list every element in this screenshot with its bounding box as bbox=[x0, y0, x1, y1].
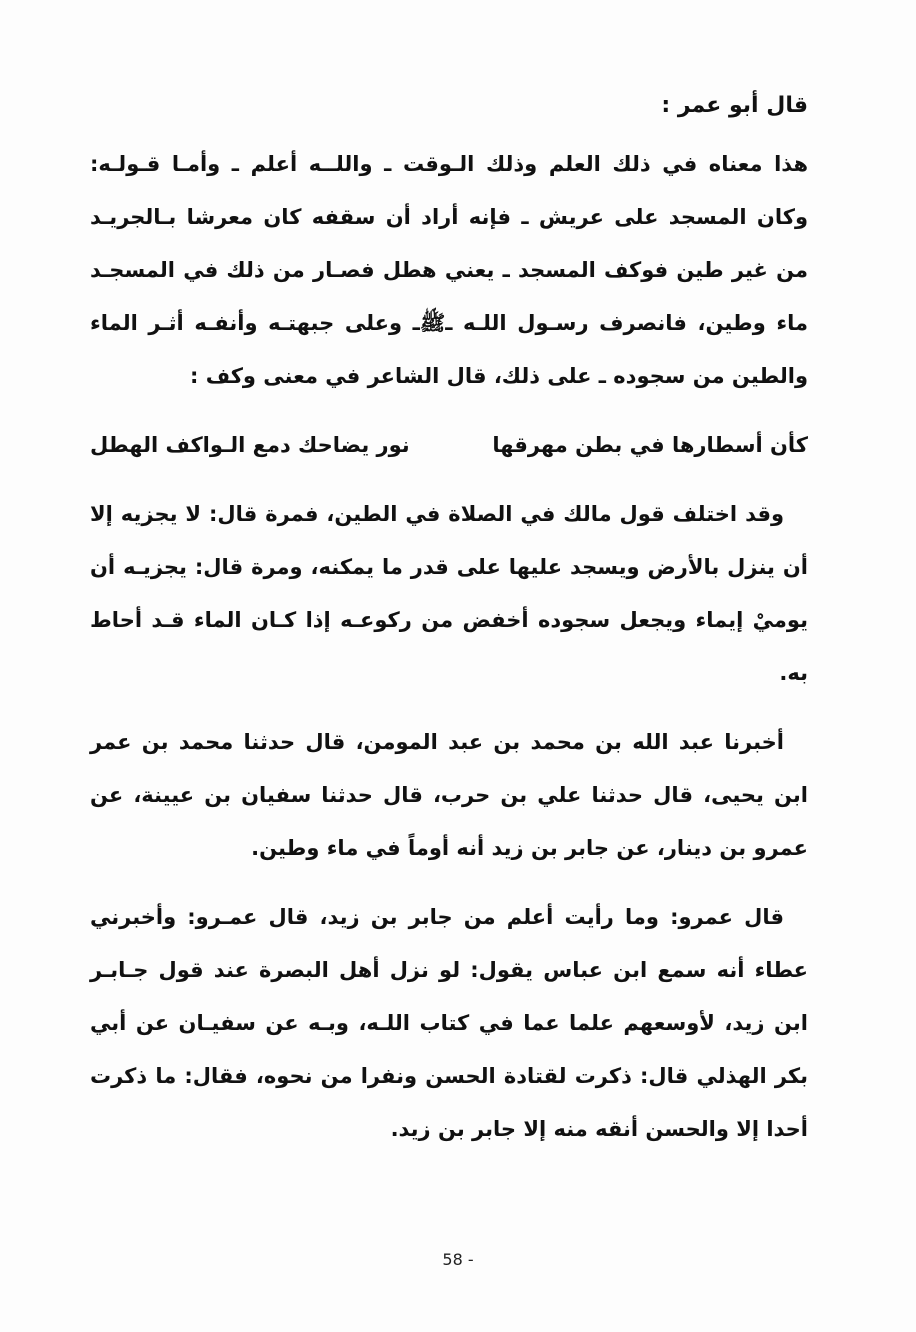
verse-second-hemistich: نور يضاحك دمع الـواكف الهطل bbox=[90, 433, 410, 457]
section-heading: قال أبو عمر : bbox=[661, 93, 808, 118]
paragraph-1: هذا معناه في ذلك العلم وذلك الـوقت ـ واللــه أعلم ـ وأمـا قـولـه: وكان المسجد على عريش ـ فإنه أراد أن سقفه كان معرشا بـالجريـد من غير طين فوكف المسجد ـ يعني هطل فصـار من ذلك في المسجـد ماء وطين، فانصرف رسـول اللـه ـﷺـ وعلى جبهتـه وأنفـه أثـر الماء والطين من سجوده ـ على ذلك، قال الشاعر في معنى وكف : bbox=[90, 152, 808, 388]
paragraph-2: وقد اختلف قول مالك في الصلاة في الطين، فمرة قال: لا يجزيه إلا أن ينزل بالأرض ويسجد عليها على قدر ما يمكنه، ومرة قال: يجزيـه أن يوميْ إيماء ويجعل سجوده أخفض من ركوعـه إذا كـان الماء قـد أحاط به. bbox=[90, 502, 808, 685]
page-number: 58 - bbox=[442, 1250, 474, 1269]
page-body bbox=[90, 84, 808, 1172]
paragraph-3: أخبرنا عبد الله بن محمد بن عبد المومن، قال حدثنا محمد بن عمر ابن يحيى، قال حدثنا علي بن حرب، قال حدثنا سفيان بن عيينة، عن عمرو بن دينار، عن جابر بن زيد أنه أوماً في ماء وطين. bbox=[90, 730, 808, 860]
poetry-verse bbox=[90, 419, 808, 472]
paragraph-4: قال عمرو: وما رأيت أعلم من جابر بن زيد، قال عمـرو: وأخبرني عطاء أنه سمع ابن عباس يقول: لو نزل أهل البصرة عند قول جـابـر ابن زيد، لأوسعهم علما عما في كتاب اللـه، وبـه عن سفيـان عن أبي بكر الهذلي قال: ذكرت لقتادة الحسن ونفرا من نحوه، فقال: ما ذكرت أحدا إلا والحسن أنقه منه إلا جابر بن زيد. bbox=[90, 905, 808, 1141]
verse-first-hemistich: كأن أسطارها في بطن مهرقها bbox=[492, 433, 808, 457]
